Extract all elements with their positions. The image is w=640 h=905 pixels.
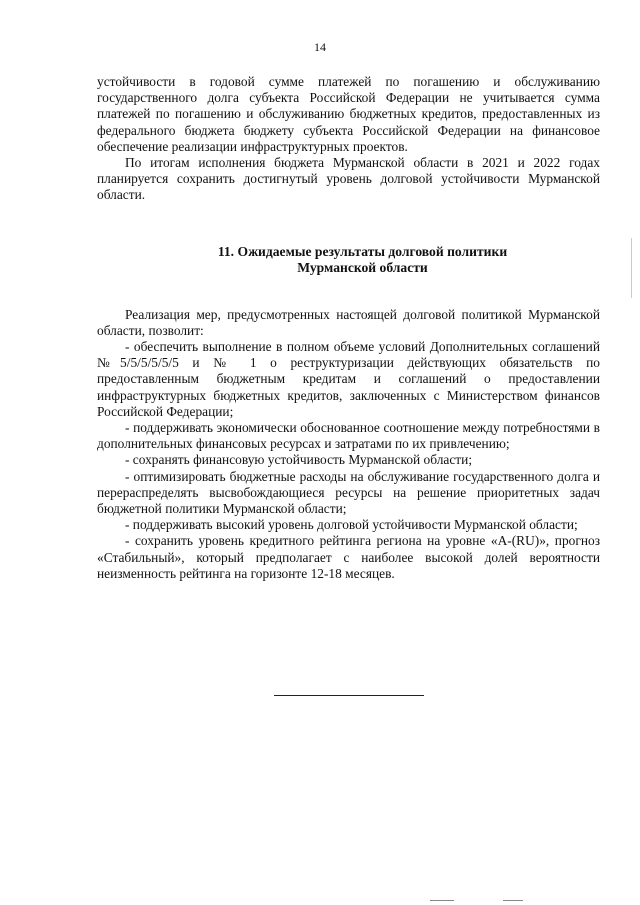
list-item: - обеспечить выполнение в полном объеме условий Дополнительных соглашений №5/5/5/5/5/5 и № 1 о реструктуризации действующих обязательств по предоставленным бюджетным кредитам и соглашений о предоставлении инфраструктурных бюджетных кредитов, заключенных с Министерством финансов Российской Федерации; [97, 339, 600, 419]
list-item: - поддерживать высокий уровень долговой устойчивости Мурманской области; [125, 517, 578, 533]
section-heading [97, 244, 600, 277]
paragraph-continued: устойчивости в годовой сумме платежей по погашению и обслуживанию государственного долга субъекта Российской Федерации не учитывается сумма платежей по погашению и обслуживанию бюджетных кредитов, предоставленных из федерального бюджета бюджету субъекта Российской Федерации на финансовое обеспечение реализации инфраструктурных проектов. [97, 74, 600, 154]
paragraph-debt-sustainability: По итогам исполнения бюджета Мурманской области в 2021 и 2022 годах планируется сохранить достигнутый уровень долговой устойчивости Мурманской области. [97, 155, 600, 203]
list-item: - оптимизировать бюджетные расходы на обслуживание государственного долга и перераспределять высвобождающиеся ресурсы на решение приоритетных задач бюджетной политики Мурманской области; [97, 468, 600, 517]
paragraph-intro: Реализация мер, предусмотренных настоящей долговой политикой Мурманской области, позволит: [97, 306, 600, 338]
scan-bottom-mark [503, 900, 523, 901]
section-heading-line-1: 11. Ожидаемые результаты долговой политики [217, 243, 508, 259]
page-number: 14 [314, 40, 326, 54]
list-item: - сохранять финансовую устойчивость Мурманской области; [125, 452, 473, 468]
scan-edge-mark [631, 238, 632, 298]
section-heading-line-2: Мурманской области [297, 260, 428, 276]
list-item: - поддерживать экономически обоснованное соотношение между потребностями в дополнительных финансовых ресурсах и затратами по их привлечению; [97, 420, 600, 452]
list-item: - сохранить уровень кредитного рейтинга региона на уровне «А-(RU)», прогноз «Стабильный», который предполагает с наиболее высокой долей вероятности неизменность рейтинга на горизонте 12-18 месяцев. [97, 533, 600, 581]
scan-bottom-mark [430, 900, 454, 901]
document-body [97, 74, 600, 582]
closing-divider [274, 695, 424, 696]
